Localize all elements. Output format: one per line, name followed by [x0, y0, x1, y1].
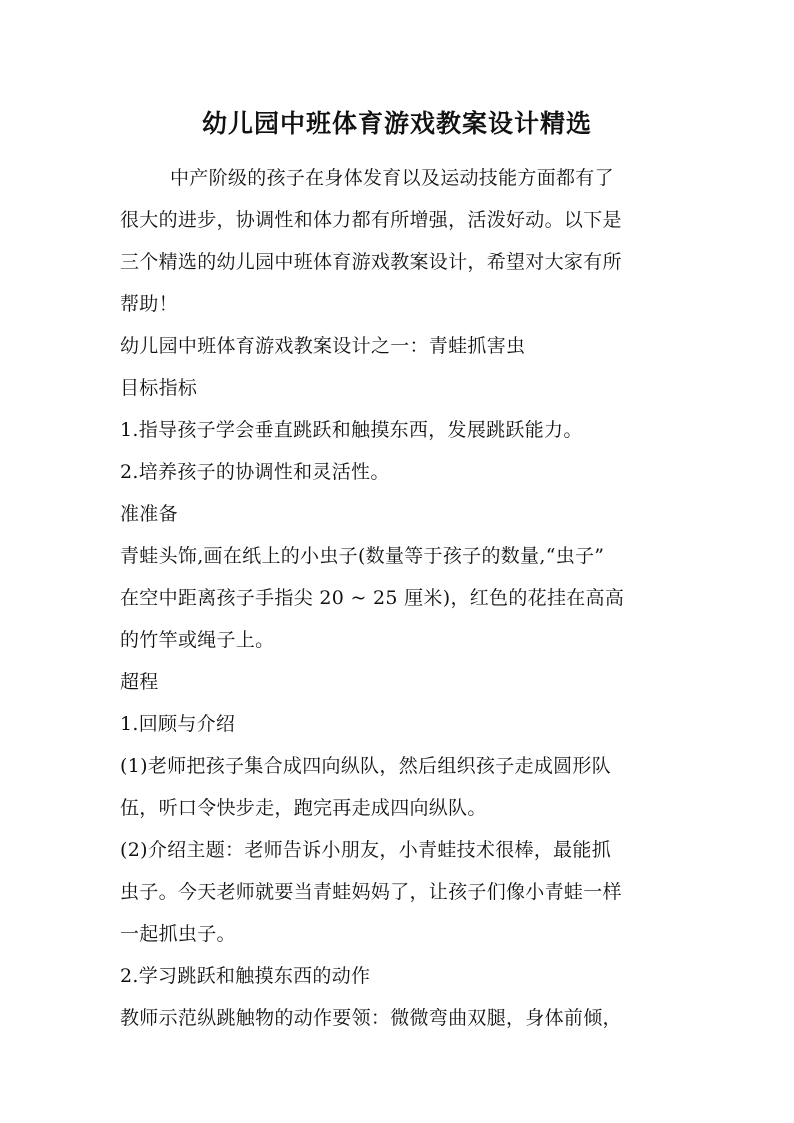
- subheading: 目标指标: [120, 377, 198, 399]
- paragraph-line: 青蛙头饰,画在纸上的小虫子(数量等于孩子的数量,“虫子”: [120, 545, 605, 567]
- subheading: 超程: [120, 671, 159, 693]
- paragraph-line: 一起抓虫子。: [120, 923, 236, 945]
- paragraph-line: 虫子。今天老师就要当青蛙妈妈了，让孩子们像小青蛙一样: [120, 881, 622, 903]
- paragraph-line: 1.指导孩子学会垂直跳跃和触摸东西，发展跳跃能力。: [120, 419, 583, 441]
- paragraph-line: 1.回顾与介绍: [120, 713, 236, 735]
- paragraph-line: 在空中距离孩子手指尖 20 ~ 25 厘米)，红色的花挂在高高: [120, 587, 625, 609]
- paragraph-line: 2.培养孩子的协调性和灵活性。: [120, 461, 390, 483]
- paragraph-line: 伍，听口令快步走，跑完再走成四向纵队。: [120, 797, 487, 819]
- paragraph-line: 三个精选的幼儿园中班体育游戏教案设计，希望对大家有所: [120, 251, 622, 273]
- paragraph-line: 帮助！: [120, 293, 178, 315]
- document-body: [120, 157, 676, 1039]
- paragraph-line: 很大的进步，协调性和体力都有所增强，活泼好动。以下是: [120, 209, 622, 231]
- paragraph-line: (1)老师把孩子集合成四向纵队，然后组织孩子走成圆形队: [120, 755, 612, 777]
- document-title: 幼儿园中班体育游戏教案设计精选: [201, 109, 592, 138]
- paragraph-line: 教师示范纵跳触物的动作要领：微微弯曲双腿，身体前倾，: [120, 1007, 622, 1029]
- paragraph-line: 2.学习跳跃和触摸东西的动作: [120, 965, 371, 987]
- paragraph-line: (2)介绍主题：老师告诉小朋友，小青蛙技术很棒，最能抓: [120, 839, 612, 861]
- section-heading: 幼儿园中班体育游戏教案设计之一：青蛙抓害虫: [120, 335, 526, 357]
- paragraph-line: 的竹竿或绳子上。: [120, 629, 275, 651]
- paragraph-line: 中产阶级的孩子在身体发育以及运动技能方面都有了: [170, 167, 614, 189]
- subheading: 准准备: [120, 503, 178, 525]
